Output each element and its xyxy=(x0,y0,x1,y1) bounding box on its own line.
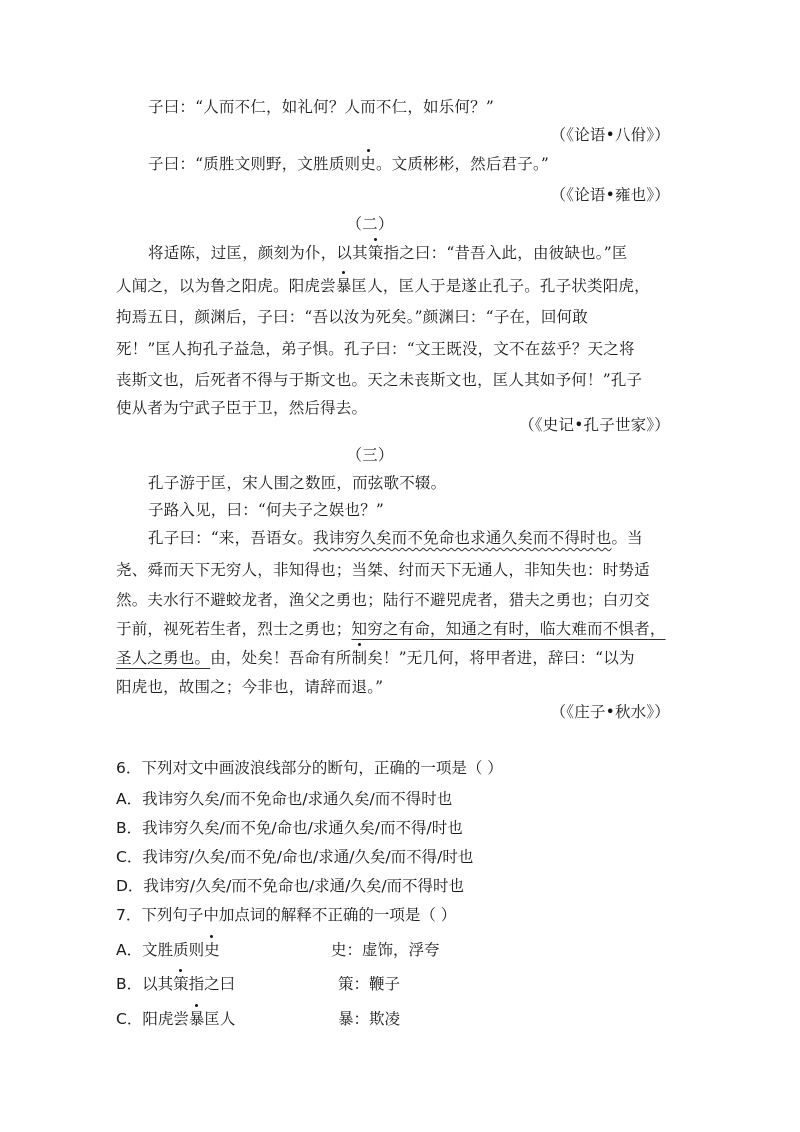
passage-line: 孔子游于匡，宋人围之数匝，而弦歌不辍。 xyxy=(148,474,447,492)
text-span: 孔子曰：“来，吾语女。 xyxy=(148,529,314,547)
underlined-text: 知穷之有命，知通之有时，临大难而不惧者， xyxy=(351,620,666,638)
option-text: A．文胜质则 xyxy=(116,941,205,959)
source-citation: （《庄子•秋水》） xyxy=(550,703,670,721)
dotted-character: 暴 xyxy=(188,1010,205,1028)
option-text: C．阳虎尝 xyxy=(116,1010,189,1028)
passage-line xyxy=(116,276,650,296)
wavy-underlined-text: 我讳穷久矣而不免命也求通久矣而不得时也 xyxy=(313,529,612,547)
question-6-stem: 6．下列对文中画波浪线部分的断句，正确的一项是（ ） xyxy=(116,759,503,777)
passage-line: 丧斯文也，后死者不得与于斯文也。天之未丧斯文也，匡人其如予何！”孔子 xyxy=(116,371,643,389)
passage-line xyxy=(148,243,628,263)
text-span: 子曰：“质胜文则野，文胜质则 xyxy=(148,155,361,173)
passage-line: 尧、舜而天下无穷人，非知得也；当桀、纣而天下无通人，非知失也：时势适 xyxy=(116,561,650,579)
question-6-option-d: D．我讳穷/久矣/而不免命也/求通/久矣/而不得时也 xyxy=(116,877,465,895)
dotted-character: 史 xyxy=(360,155,376,173)
passage-line: 子路入见，曰：“何夫子之娱也？” xyxy=(148,501,385,519)
dotted-character: 史 xyxy=(204,941,220,959)
text-span: 于前，视死若生者，烈士之勇也； xyxy=(116,620,352,638)
text-span: 由，处矣！吾命有所 xyxy=(210,649,352,667)
option-text: 匡人 xyxy=(204,1010,236,1028)
passage-line: 死！”匡人拘孔子益急，弟子惧。孔子曰：“文王既没，文不在兹乎？天之将 xyxy=(116,340,635,358)
dotted-character: 制 xyxy=(351,649,368,667)
text-span: 人闻之，以为鲁之阳虎。阳虎尝 xyxy=(116,277,336,295)
text-span: 矣！”无几何，将甲者进，辞曰：“以为 xyxy=(367,649,635,667)
dotted-character: 暴 xyxy=(335,277,352,295)
question-7-option-a-explanation: 史：虚饰，浮夸 xyxy=(331,941,440,959)
source-citation: （《论语•八佾》） xyxy=(550,126,670,144)
option-text: 指之曰 xyxy=(188,975,236,993)
passage-line: 阳虎也，故围之；今非也，请辞而退。” xyxy=(116,678,384,696)
question-7-option-a xyxy=(116,940,220,960)
source-citation: （《史记•孔子世家》） xyxy=(519,416,670,434)
text-span: 。当 xyxy=(611,529,643,547)
section-heading: （三） xyxy=(346,446,394,464)
passage-line: 拘焉五日，颜渊后，子曰：“吾以汝为死矣。”颜渊曰：“子在，回何敢 xyxy=(116,308,588,326)
text-span: 匡人，匡人于是遂止孔子。孔子状类阳虎， xyxy=(351,277,650,295)
question-7-option-c-explanation: 暴：欺凌 xyxy=(338,1010,401,1028)
question-6-option-a: A．我讳穷久矣/而不免命也/求通久矣/而不得时也 xyxy=(116,790,453,808)
passage-line xyxy=(148,154,549,174)
passage-line xyxy=(116,619,666,639)
passage-line: 子曰：“人而不仁，如礼何？人而不仁，如乐何？” xyxy=(148,98,494,116)
question-6-option-b: B．我讳穷久矣/而不免/命也/求通久矣/而不得/时也 xyxy=(116,819,463,837)
passage-line: 使从者为宁武子臣于卫，然后得去。 xyxy=(116,399,368,417)
text-span: 。文质彬彬，然后君子。” xyxy=(375,155,550,173)
question-6-option-c: C．我讳穷/久矣/而不免/命也/求通/久矣/而不得/时也 xyxy=(116,848,474,866)
text-span: 将适陈，过匡，颜刻为仆，以其 xyxy=(148,244,368,262)
passage-line: 然。夫水行不避蛟龙者，渔父之勇也；陆行不避兕虎者，猎夫之勇也；白刃交 xyxy=(116,591,650,609)
passage-line xyxy=(148,528,643,548)
section-heading: （二） xyxy=(346,215,394,233)
text-span: 指之曰：“昔吾入此，由彼缺也。”匡 xyxy=(383,244,628,262)
question-7-option-c xyxy=(116,1009,235,1029)
source-citation: （《论语•雍也》） xyxy=(550,186,670,204)
dotted-character: 策 xyxy=(173,975,189,993)
question-7-stem: 7．下列句子中加点词的解释不正确的一项是（ ） xyxy=(116,906,457,924)
question-7-option-b xyxy=(116,974,235,994)
option-text: B．以其 xyxy=(116,975,174,993)
question-7-option-b-explanation: 策：鞭子 xyxy=(338,975,401,993)
underlined-text: 圣人之勇也。 xyxy=(116,649,211,667)
dotted-character: 策 xyxy=(367,244,384,262)
passage-line xyxy=(116,648,635,668)
